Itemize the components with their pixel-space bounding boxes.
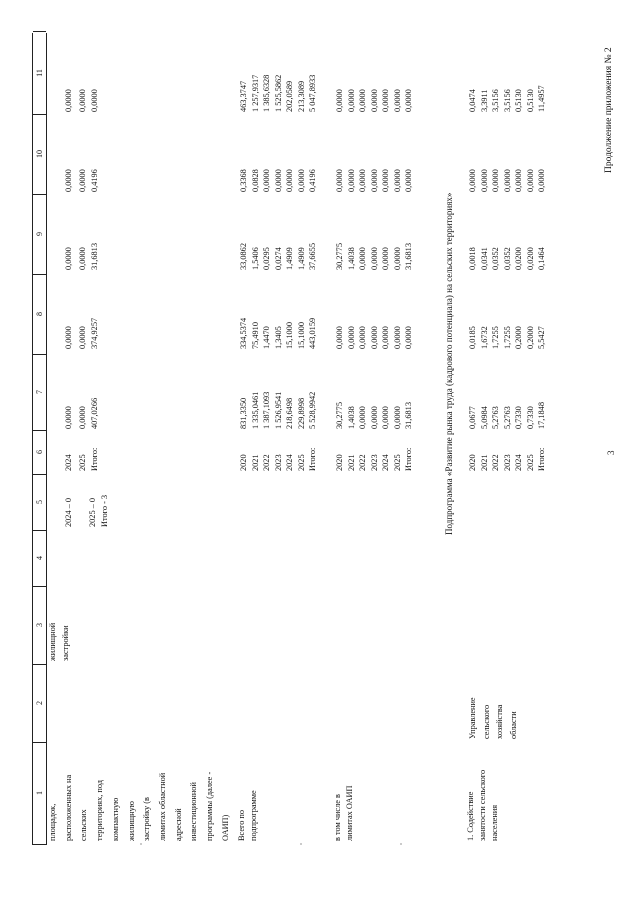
value-cell: 0,0000 (392, 89, 402, 112)
value-cell: 0,0000 (381, 406, 390, 429)
value-cell: 0,0000 (381, 326, 390, 349)
value-cell: 1 257,9317 (250, 74, 260, 112)
value-cell: 1,4909 (296, 247, 306, 270)
year-cell: Итого: (90, 447, 99, 471)
value-cell: 0,0274 (273, 247, 283, 270)
value-cell: 334,5374 (239, 317, 248, 349)
column-number-cell: 6 (33, 430, 46, 475)
scan-artifact (400, 843, 402, 845)
value-cell: 1,4038 (346, 247, 356, 270)
row-label-line: компактную (110, 797, 120, 841)
row-label-line: программы (далее - (205, 771, 214, 841)
value-cell: 0,0000 (358, 247, 367, 270)
column-number-cell: 5 (33, 474, 46, 531)
value-cell: 0,0000 (392, 326, 402, 349)
value-cell: 0,0000 (346, 89, 356, 112)
value-cell: 0,0000 (335, 89, 344, 112)
continuation-caption: Продолжение приложения № 2 (604, 47, 614, 173)
value-cell: 0,0000 (335, 326, 344, 349)
value-cell: 3,5156 (491, 89, 500, 112)
column-number-header (32, 33, 47, 845)
value-cell: 831,3350 (239, 397, 248, 429)
responsible-text-line: застройки (61, 625, 70, 661)
value-cell: 5,5427 (537, 326, 546, 349)
value-cell: 0,4196 (90, 169, 99, 192)
scan-artifact (140, 843, 142, 845)
value-cell: 1,4909 (285, 247, 294, 270)
value-cell: 0,0000 (78, 169, 87, 192)
year-cell: 2020 (468, 454, 477, 471)
value-cell: 0,0828 (250, 169, 260, 192)
row-label-line: жилищную (126, 801, 136, 841)
row-label-line: занятости сельского (478, 769, 487, 841)
value-cell: 443,0159 (308, 317, 317, 349)
value-cell: 5,2763 (491, 406, 500, 429)
value-cell: 0,0352 (491, 247, 500, 270)
value-cell: 0,0000 (358, 326, 367, 349)
value-cell: 0,0000 (64, 406, 73, 429)
value-cell: 0,7330 (525, 406, 535, 429)
year-cell: 2024 (64, 454, 73, 471)
value-cell: 31,6813 (90, 243, 99, 270)
value-cell: 0,1464 (537, 247, 546, 270)
row-label-line: территориях, под (95, 780, 105, 841)
value-cell: 17,1848 (537, 402, 546, 429)
responsible-text-line: хозяйства (495, 704, 504, 739)
row-label-line: подпрограмме (249, 790, 258, 841)
column-number-cell: 7 (33, 354, 46, 431)
year-cell: 2022 (491, 454, 500, 471)
value-cell: 0,4196 (308, 169, 317, 192)
value-cell: 11,4957 (537, 85, 546, 112)
value-cell: 5 047,8933 (308, 74, 317, 112)
value-cell: 0,0000 (64, 169, 73, 192)
value-cell: 0,0000 (537, 169, 546, 192)
column-number-cell: 10 (33, 114, 46, 195)
value-cell: 0,0200 (514, 247, 523, 270)
value-cell: 0,0000 (346, 326, 356, 349)
year-cell: 2024 (381, 454, 390, 471)
value-cell: 3,3911 (479, 89, 489, 112)
value-cell: 3,5156 (502, 89, 512, 112)
row-label-line: лимитах областной (157, 772, 167, 841)
value-cell: 75,4910 (250, 322, 260, 349)
year-cell: 2021 (250, 454, 260, 471)
row-label-line: ОАИП) (220, 814, 230, 841)
value-cell: 1,4038 (346, 406, 356, 429)
value-cell: 0,0000 (273, 169, 283, 192)
value-cell: 407,0266 (90, 397, 99, 429)
value-cell: 0,0000 (392, 406, 402, 429)
value-cell: 0,0018 (468, 247, 477, 270)
year-cell: 2020 (335, 454, 344, 471)
value-cell: 0,0200 (525, 247, 535, 270)
value-cell: 0,5130 (514, 89, 523, 112)
year-cell: Итого: (404, 447, 413, 471)
value-cell: 15,1000 (285, 322, 294, 349)
period-cell: 2024 – 0 (64, 497, 73, 527)
year-cell: 2023 (502, 454, 512, 471)
value-cell: 0,0000 (404, 89, 413, 112)
value-cell: 0,0000 (514, 169, 523, 192)
subprogram-title: Подпрограмма «Развитие рынка труда (кадрового потенциала) на сельских территориях» (444, 192, 454, 535)
value-cell: 33,0862 (239, 243, 248, 270)
column-number-cell: 8 (33, 274, 46, 355)
year-cell: 2025 (392, 454, 402, 471)
value-cell: 31,6813 (404, 243, 413, 270)
column-number-cell: 3 (33, 586, 46, 665)
value-cell: 0,3368 (239, 169, 248, 192)
year-cell: 2022 (358, 454, 367, 471)
value-cell: 0,0295 (262, 247, 271, 270)
column-number-cell: 4 (33, 530, 46, 587)
value-cell: 31,6813 (404, 402, 413, 429)
value-cell: 1,3405 (273, 326, 283, 349)
responsible-text-line: области (508, 711, 518, 739)
year-cell: 2023 (369, 454, 379, 471)
responsible-text-line: Управление (468, 697, 477, 739)
row-label-line: сельских (79, 809, 89, 841)
value-cell: 0,0000 (525, 169, 535, 192)
year-cell: 2024 (514, 454, 523, 471)
value-cell: 1 335,0461 (250, 391, 260, 429)
year-cell: 2021 (346, 454, 356, 471)
row-label-line: застройку (в (142, 797, 152, 841)
value-cell: 0,0352 (502, 247, 512, 270)
value-cell: 0,0185 (468, 326, 477, 349)
value-cell: 0,0000 (392, 169, 402, 192)
value-cell: 1 385,6328 (262, 74, 271, 112)
page-number: 3 (606, 450, 616, 455)
period-cell: 2025 – 0 (88, 497, 97, 527)
responsible-text-line: жилищной (48, 622, 57, 661)
value-cell: 30,2775 (335, 402, 344, 429)
value-cell: 374,9257 (90, 317, 99, 349)
row-label-line: инвестиционной (189, 782, 199, 841)
period-cell: Итого - 3 (100, 494, 109, 527)
value-cell: 0,0000 (392, 247, 402, 270)
value-cell: 15,1000 (296, 322, 306, 349)
year-cell: Итого: (537, 447, 546, 471)
year-cell: 2025 (296, 454, 306, 471)
value-cell: 0,0000 (78, 247, 87, 270)
column-number-cell: 2 (33, 664, 46, 743)
value-cell: 0,0474 (468, 89, 477, 112)
value-cell: 5 528,9942 (308, 391, 317, 429)
value-cell: 5,0984 (479, 406, 489, 429)
value-cell: 0,0000 (381, 169, 390, 192)
year-cell: 2021 (479, 454, 489, 471)
row-label-line: населения (490, 804, 499, 841)
value-cell: 5,2763 (502, 406, 512, 429)
responsible-text-line: сельского (481, 704, 491, 739)
value-cell: 202,0589 (285, 80, 294, 112)
value-cell: 0,0000 (296, 169, 306, 192)
value-cell: 1 525,5862 (273, 74, 283, 112)
value-cell: 0,0000 (358, 169, 367, 192)
row-label-line: адресной (173, 808, 183, 841)
value-cell: 463,3747 (239, 80, 248, 112)
column-number-cell: 9 (33, 194, 46, 275)
value-cell: 0,2000 (514, 326, 523, 349)
year-cell: 2025 (525, 454, 535, 471)
value-cell: 0,0000 (78, 326, 87, 349)
value-cell: 0,0000 (369, 406, 379, 429)
value-cell: 0,0000 (404, 169, 413, 192)
value-cell: 0,0000 (64, 326, 73, 349)
value-cell: 1,5406 (250, 247, 260, 270)
row-label-line: в том числе в (333, 794, 342, 841)
value-cell: 218,6498 (285, 397, 294, 429)
value-cell: 1,7255 (502, 326, 512, 349)
value-cell: 0,2000 (525, 326, 535, 349)
value-cell: 0,0000 (468, 169, 477, 192)
value-cell: 229,8998 (296, 397, 306, 429)
value-cell: 37,6655 (308, 243, 317, 270)
row-label-line: лимитах ОАИП (345, 785, 354, 841)
year-cell: 2022 (262, 454, 271, 471)
value-cell: 0,0000 (381, 89, 390, 112)
value-cell: 0,0000 (381, 247, 390, 270)
year-cell: 2020 (239, 454, 248, 471)
value-cell: 0,0000 (358, 89, 367, 112)
year-cell: Итого: (308, 447, 317, 471)
value-cell: 0,0000 (502, 169, 512, 192)
scan-artifact (300, 843, 302, 845)
value-cell: 0,0000 (346, 169, 356, 192)
value-cell: 1,7255 (491, 326, 500, 349)
year-cell: 2024 (285, 454, 294, 471)
row-label-line: 1. Содействие (466, 791, 475, 841)
row-label-line: площадок, (48, 803, 57, 841)
column-number-cell: 11 (33, 31, 46, 115)
value-cell: 0,0000 (491, 169, 500, 192)
value-cell: 0,0000 (369, 326, 379, 349)
value-cell: 0,0000 (358, 406, 367, 429)
value-cell: 0,0000 (90, 89, 99, 112)
value-cell: 30,2775 (335, 243, 344, 270)
value-cell: 0,0000 (78, 89, 87, 112)
value-cell: 0,0000 (369, 247, 379, 270)
value-cell: 0,0000 (262, 169, 271, 192)
value-cell: 1 387,1093 (262, 391, 271, 429)
value-cell: 0,0000 (404, 326, 413, 349)
value-cell: 0,0000 (335, 169, 344, 192)
value-cell: 0,0000 (285, 169, 294, 192)
value-cell: 0,0341 (479, 247, 489, 270)
value-cell: 213,3089 (296, 80, 306, 112)
value-cell: 0,0000 (369, 89, 379, 112)
value-cell: 0,0000 (369, 169, 379, 192)
value-cell: 0,0000 (64, 247, 73, 270)
row-label-line: расположенных на (63, 774, 73, 841)
value-cell: 0,0000 (78, 406, 87, 429)
year-cell: 2025 (78, 454, 87, 471)
value-cell: 0,0677 (468, 406, 477, 429)
year-cell: 2023 (273, 454, 283, 471)
column-number-cell: 1 (33, 742, 46, 845)
value-cell: 0,5130 (525, 89, 535, 112)
value-cell: 0,0000 (64, 89, 73, 112)
value-cell: 1 526,9541 (273, 391, 283, 429)
row-label-line: Всего по (237, 809, 246, 841)
value-cell: 1,4470 (262, 326, 271, 349)
value-cell: 1,6732 (479, 326, 489, 349)
value-cell: 0,7330 (514, 406, 523, 429)
value-cell: 0,0000 (479, 169, 489, 192)
